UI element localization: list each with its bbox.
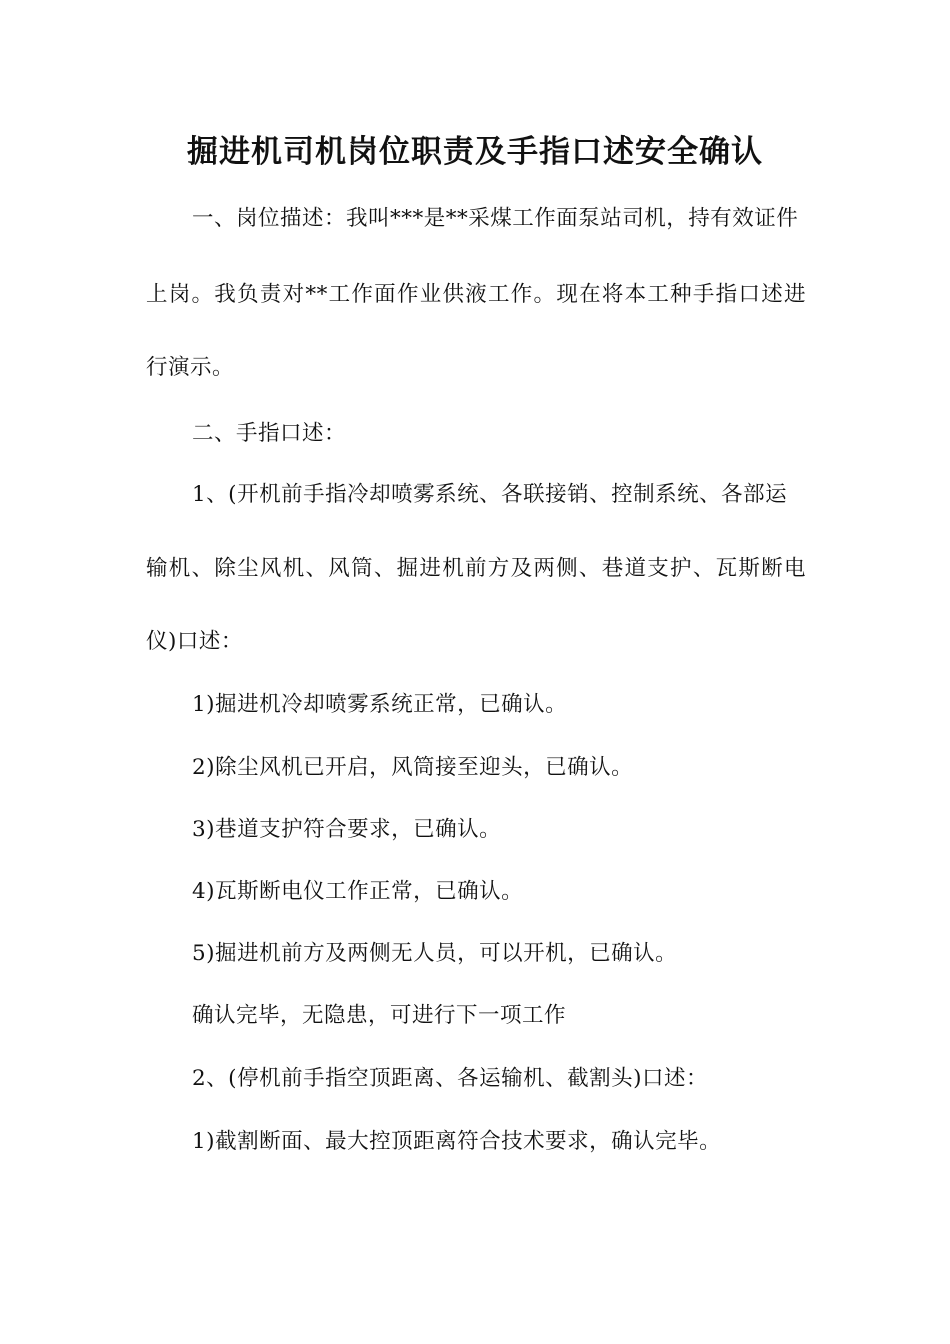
paragraph-job-description: 一、岗位描述：我叫***是**采煤工作面泵站司机，持有效证件 bbox=[192, 206, 799, 231]
paragraph-job-description-end: 行演示。 bbox=[146, 355, 235, 380]
item-1-intro-end: 仪)口述： bbox=[146, 629, 243, 654]
check-item-3: 3)巷道支护符合要求，已确认。 bbox=[192, 817, 502, 842]
paragraph-job-description-cont: 上岗。我负责对**工作面作业供液工作。现在将本工种手指口述进 bbox=[146, 282, 806, 307]
item-1-intro: 1、(开机前手指冷却喷雾系统、各联接销、控制系统、各部运 bbox=[192, 482, 788, 507]
check-item-1: 1)掘进机冷却喷雾系统正常，已确认。 bbox=[192, 692, 568, 717]
item-1-intro-cont: 输机、除尘风机、风筒、掘进机前方及两侧、巷道支护、瓦斯断电 bbox=[146, 556, 806, 581]
check-item-4: 4)瓦斯断电仪工作正常，已确认。 bbox=[192, 879, 524, 904]
check-item-5: 5)掘进机前方及两侧无人员，可以开机，已确认。 bbox=[192, 941, 678, 966]
section-heading-finger-pointing: 二、手指口述： bbox=[192, 421, 347, 446]
document-title: 掘进机司机岗位职责及手指口述安全确认 bbox=[187, 134, 763, 170]
stop-check-item-1: 1)截割断面、最大控顶距离符合技术要求，确认完毕。 bbox=[192, 1129, 722, 1154]
item-2-intro: 2、(停机前手指空顶距离、各运输机、截割头)口述： bbox=[192, 1066, 708, 1091]
confirmation-statement: 确认完毕，无隐患，可进行下一项工作 bbox=[192, 1003, 567, 1028]
check-item-2: 2)除尘风机已开启，风筒接至迎头，已确认。 bbox=[192, 755, 634, 780]
